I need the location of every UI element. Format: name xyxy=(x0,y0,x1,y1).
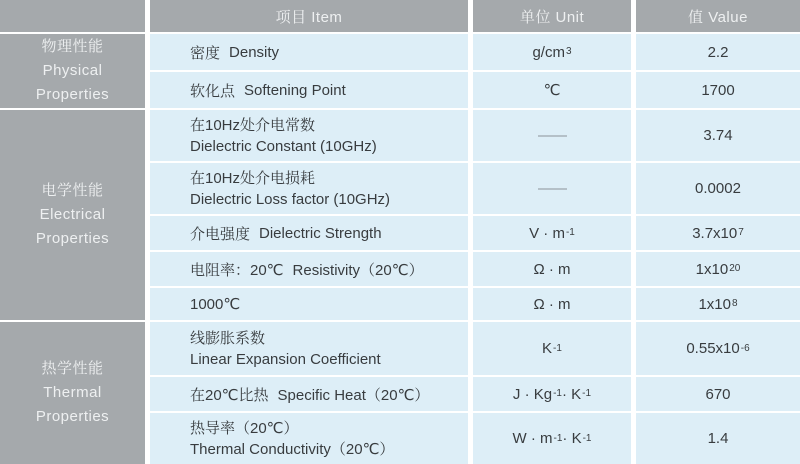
unit-dielectric-loss-factor: —— xyxy=(473,163,631,214)
item-softening-point xyxy=(150,72,468,108)
item-label-en: Resistivity（20℃） xyxy=(292,261,424,279)
item-label-en: Dielectric Loss factor (10GHz) xyxy=(190,190,391,208)
item-label-en: Dielectric Constant (10GHz) xyxy=(190,137,377,155)
item-label-en: Specific Heat（20℃） xyxy=(277,386,430,404)
category-label-en: Properties xyxy=(35,230,110,247)
value-dielectric-loss-factor: 0.0002 xyxy=(636,163,800,214)
item-label-en: Linear Expansion Coefficient xyxy=(190,350,381,368)
item-label-en: Density xyxy=(229,43,280,61)
value-resistivity-20c: 1x10 20 xyxy=(636,252,800,286)
unit-dielectric-strength: V · m -1 xyxy=(473,216,631,250)
item-label-zh: 在10Hz处介电常数 xyxy=(190,116,316,134)
value-linear-expansion-coefficient: 0.55x10 -6 xyxy=(636,322,800,375)
item-dielectric-constant xyxy=(150,110,468,161)
item-label-en: Dielectric Strength xyxy=(259,224,382,242)
item-thermal-conductivity xyxy=(150,413,468,464)
category-label-zh: 热学性能 xyxy=(41,360,104,377)
category-thermal-properties xyxy=(0,322,145,464)
item-label-zh: 密度 xyxy=(190,44,221,62)
value-dielectric-constant: 3.74 xyxy=(636,110,800,161)
item-label-zh: 软化点 xyxy=(190,82,236,100)
item-specific-heat xyxy=(150,377,468,411)
item-label-zh: 在20℃比热 xyxy=(190,386,269,404)
item-label-zh: 在10Hz处介电损耗 xyxy=(190,169,316,187)
value-specific-heat: 670 xyxy=(636,377,800,411)
category-label-zh: 电学性能 xyxy=(41,182,104,199)
category-label-zh: 物理性能 xyxy=(41,38,104,55)
item-label-zh: 电阻率：20℃ xyxy=(190,261,284,279)
unit-softening-point: ℃ xyxy=(473,72,631,108)
item-dielectric-loss-factor xyxy=(150,163,468,214)
item-label-en: Thermal Conductivity（20℃） xyxy=(190,440,395,458)
category-electrical-properties xyxy=(0,110,145,320)
item-resistivity-20c xyxy=(150,252,468,286)
item-label-zh: 线膨胀系数 xyxy=(190,329,266,347)
item-dielectric-strength xyxy=(150,216,468,250)
header-unit: 单位 Unit xyxy=(473,0,631,32)
unit-specific-heat: J · Kg -1 · K -1 xyxy=(473,377,631,411)
item-linear-expansion-coefficient xyxy=(150,322,468,375)
category-label-en: Electrical xyxy=(39,206,106,223)
category-physical-properties xyxy=(0,34,145,108)
item-label-zh: 1000℃ xyxy=(190,296,241,313)
unit-dielectric-constant: —— xyxy=(473,110,631,161)
item-label-zh: 热导率（20℃） xyxy=(190,419,299,437)
unit-thermal-conductivity: W · m -1 · K -1 xyxy=(473,413,631,464)
item-label-zh: 介电强度 xyxy=(190,225,251,243)
value-dielectric-strength: 3.7x10 7 xyxy=(636,216,800,250)
header-value: 值 Value xyxy=(636,0,800,32)
item-density xyxy=(150,34,468,70)
header-item: 项目 Item xyxy=(150,0,468,32)
unit-resistivity-1000c: Ω · m xyxy=(473,288,631,320)
unit-density: g/cm 3 xyxy=(473,34,631,70)
unit-resistivity-20c: Ω · m xyxy=(473,252,631,286)
value-thermal-conductivity: 1.4 xyxy=(636,413,800,464)
category-label-en: Properties xyxy=(35,86,110,103)
value-softening-point: 1700 xyxy=(636,72,800,108)
value-density: 2.2 xyxy=(636,34,800,70)
corner-cell xyxy=(0,0,145,32)
unit-linear-expansion-coefficient: K -1 xyxy=(473,322,631,375)
category-label-en: Physical xyxy=(42,62,103,79)
value-resistivity-1000c: 1x10 8 xyxy=(636,288,800,320)
category-label-en: Thermal xyxy=(43,384,102,401)
category-label-en: Properties xyxy=(35,408,110,425)
item-label-en: Softening Point xyxy=(244,81,346,99)
item-resistivity-1000c xyxy=(150,288,468,320)
